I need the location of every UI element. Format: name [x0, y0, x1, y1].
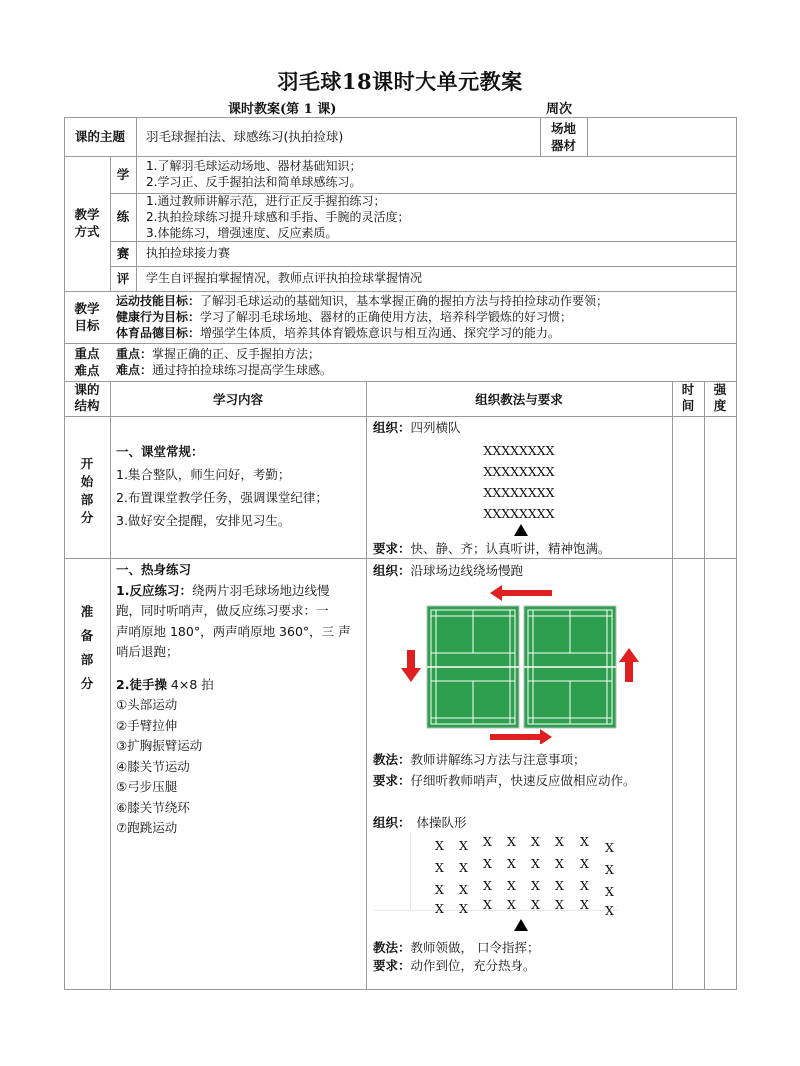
formation-x: X: [580, 878, 589, 893]
start-line: 3.做好安全提醒，安排见习生。: [116, 513, 291, 528]
formation-x: X: [531, 834, 540, 849]
teacher-triangle-icon: [514, 919, 528, 931]
reaction-line: 跑，同时听哨声，做反应练习要求：一: [116, 603, 329, 618]
header-structure: 课的 结构: [74, 382, 100, 413]
prep-org: 组织：沿球场边线绕场慢跑: [373, 563, 524, 578]
document-title: 羽毛球18课时大单元教案: [277, 69, 523, 94]
start-line: 1.集合整队，师生问好，考勤；: [116, 467, 291, 482]
formation-x: X: [507, 878, 516, 893]
reaction-line: 哨后退跑；: [116, 644, 179, 659]
gym-item: ②手臂拉伸: [116, 717, 178, 733]
gym-heading: 2.徒手操 4×8 拍: [116, 676, 214, 692]
compete-value: 执拍捡球接力赛: [146, 246, 231, 260]
prep-req: 要求：仔细听教师哨声，快速反应做相应动作。: [373, 773, 636, 788]
formation-x: X: [507, 856, 516, 871]
formation-x: X: [555, 878, 564, 893]
goals-label: 教学 目标: [74, 301, 100, 333]
venue-label: 场地 器材: [550, 121, 576, 153]
keypoints-label: 重点 难点: [74, 346, 100, 378]
formation-row: XXXXXXXX: [483, 485, 555, 500]
prep-org2: 组织： 体操队形: [373, 815, 467, 830]
court-diagram: [396, 584, 646, 744]
goal-item: 健康行为目标：学习了解羽毛球场地、器材的正确使用方法，培养科学锻炼的好习惯；: [116, 310, 573, 324]
prep-content: [116, 560, 362, 839]
prep-teach2: 教法：教师领做， 口令指挥；: [373, 940, 540, 955]
goal-item: 体育品德目标：增强学生体质，培养其体育锻炼意识与相互沟通、探究学习的能力。: [116, 326, 561, 340]
practice-content: [146, 193, 732, 241]
formation-x: X: [580, 856, 589, 871]
formation-x: X: [531, 897, 540, 912]
keypoints-content: [116, 346, 732, 378]
formation-x: X: [531, 878, 540, 893]
start-heading: 一、课堂常规：: [116, 444, 204, 459]
formation-x: X: [531, 856, 540, 871]
goals-content: [116, 293, 732, 341]
header-intensity: 强 度: [713, 382, 727, 413]
formation-x: X: [507, 834, 516, 849]
evaluate-label: 评: [116, 271, 130, 286]
formation-x: X: [555, 897, 564, 912]
formation-x: X: [483, 897, 492, 912]
reaction-line: 1.反应练习：绕两片羽毛球场地边线慢: [116, 582, 330, 598]
formation-row: XXXXXXXX: [483, 506, 555, 521]
prep-teach: 教法：教师讲解练习方法与注意事项；: [373, 752, 586, 767]
court-left: [427, 606, 519, 728]
teacher-triangle-icon: [514, 524, 528, 536]
gym-item: ③扩胸振臂运动: [116, 738, 203, 753]
formation-x: X: [605, 884, 614, 899]
formation-x: X: [435, 860, 444, 875]
practice-line: 2.执拍捡球练习提升球感和手指、手腕的灵活度；: [146, 210, 410, 224]
gym-item: ⑦跑跳运动: [116, 820, 178, 835]
formation-x: X: [459, 882, 468, 897]
week-label: 周次: [546, 102, 573, 117]
reaction-line: 声哨原地 180°，两声哨原地 360°，三 声: [116, 623, 351, 639]
formation-x: X: [555, 856, 564, 871]
prep-req2: 要求：动作到位，充分热身。: [373, 958, 536, 973]
formation-row: XXXXXXXX: [483, 443, 555, 458]
theme-label: 课的主题: [74, 129, 125, 144]
learn-content: [146, 158, 732, 190]
evaluate-value: 学生自评握拍掌握情况，教师点评执拍捡球掌握情况: [146, 271, 423, 285]
learn-line: 2.学习正、反手握拍法和简单球感练习。: [146, 175, 362, 189]
formation-x: X: [459, 860, 468, 875]
start-formation: [366, 440, 672, 524]
header-content: 学习内容: [212, 392, 263, 407]
theme-value: 羽毛球握拍法、球感练习(执拍捡球): [146, 129, 344, 144]
start-line: 2.布置课堂教学任务，强调课堂纪律；: [116, 490, 328, 505]
gym-item: ⑥膝关节绕环: [116, 799, 190, 815]
formation-x: X: [435, 882, 444, 897]
formation-x: X: [580, 834, 589, 849]
arrow-right-icon: [490, 729, 552, 744]
learn-label: 学: [116, 167, 130, 182]
methods-label: 教学 方式: [74, 207, 100, 239]
start-req: 要求：快、静、齐；认真听讲，精神饱满。: [373, 541, 611, 556]
keypoint-item: 重点：掌握正确的正、反手握拍方法；: [116, 347, 321, 361]
learn-line: 1.了解羽毛球运动场地、器材基础知识；: [146, 159, 362, 173]
start-label: 开 始 部 分: [80, 456, 94, 525]
keypoint-item: 难点：通过持拍捡球练习提高学生球感。: [116, 363, 333, 377]
formation-x: X: [605, 840, 614, 855]
formation-x: X: [459, 838, 468, 853]
gym-item: ⑤弓步压腿: [116, 779, 178, 794]
start-content: [116, 440, 362, 532]
formation-x: X: [483, 834, 492, 849]
gym-item: ④膝关节运动: [116, 758, 190, 774]
prep-label: 准 备 部 分: [80, 604, 94, 691]
prep-heading: 一、热身练习: [116, 562, 192, 577]
practice-line: 1.通过教师讲解示范，进行正反手握拍练习；: [146, 194, 386, 208]
formation-x: X: [507, 897, 516, 912]
arrow-left-icon: [490, 585, 552, 601]
formation-x: X: [483, 878, 492, 893]
formation-x: X: [580, 897, 589, 912]
header-method: 组织教法与要求: [475, 392, 563, 407]
practice-label: 练: [116, 209, 130, 224]
formation-x: X: [459, 901, 468, 916]
start-org: 组织：四列横队: [373, 420, 461, 435]
arrow-up-icon: [619, 648, 639, 682]
formation-row: XXXXXXXX: [483, 464, 555, 479]
formation-x: X: [605, 862, 614, 877]
court-right: [524, 606, 616, 728]
practice-line: 3.体能练习，增强速度、反应素质。: [146, 226, 338, 240]
lesson-label: 课时教案(第 1 课): [228, 102, 337, 117]
formation-x: X: [435, 838, 444, 853]
header-time: 时 间: [681, 382, 695, 413]
formation-x: X: [605, 903, 614, 918]
gym-item: ①头部运动: [116, 697, 178, 712]
formation-x: X: [435, 901, 444, 916]
formation-x: X: [555, 834, 564, 849]
goal-item: 运动技能目标：了解羽毛球运动的基础知识，基本掌握正确的握拍方法与持拍捡球动作要领；: [116, 294, 609, 308]
formation-x: X: [483, 856, 492, 871]
compete-label: 赛: [116, 246, 130, 261]
arrow-down-icon: [401, 650, 421, 682]
